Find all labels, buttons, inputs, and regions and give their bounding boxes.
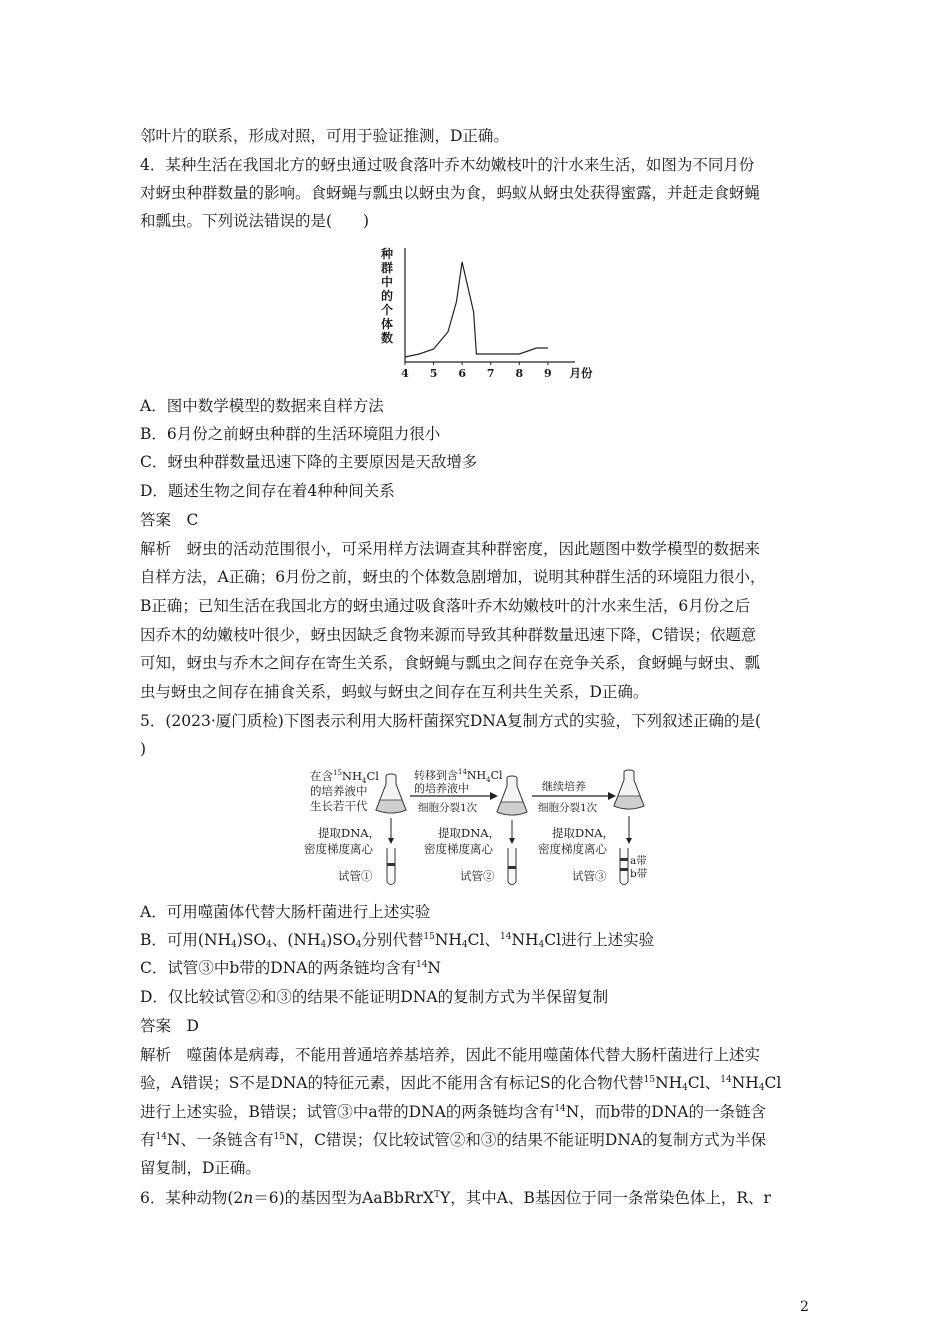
continue-label: 继续培养: [542, 780, 586, 793]
answer: 答案 C: [140, 511, 199, 529]
x-tick-label: 5: [429, 367, 438, 380]
x-tick-label: 9: [544, 367, 552, 380]
page-number: 2: [800, 1299, 809, 1315]
explanation-line: 虫与蚜虫之间存在捕食关系，蚂蚁与蚜虫之间存在互利共生关系，D正确。: [140, 683, 649, 701]
extract-label: 提取DNA，: [438, 826, 501, 840]
down-arrow-icon: [626, 838, 632, 844]
paragraph-line: 邻叶片的联系，形成对照，可用于验证推测，D正确。: [140, 127, 509, 145]
y-axis-label-char: 种: [380, 247, 394, 261]
explanation-line: 可知，蚜虫与乔木之间存在寄生关系，食蚜蝇与瓢虫之间存在竞争关系，食蚜蝇与蚜虫、瓢: [140, 654, 761, 672]
x-tick-label: 8: [515, 367, 524, 380]
tube-label: 试管①: [338, 869, 373, 883]
step1-label: 在含$^{15}NH_4Cl$: [310, 769, 379, 785]
arrow-head-icon: [490, 792, 498, 800]
option-d: D．仅比较试管②和③的结果不能证明DNA的复制方式为半保留复制: [140, 988, 609, 1006]
question-5-stem: ): [140, 740, 147, 758]
explanation-line: 解析 蚜虫的活动范围很小，可采用样方法调查其种群密度，因此题图中数学模型的数据来: [140, 540, 761, 558]
transfer-label: 的培养液中: [414, 782, 469, 795]
option-b: B．6月份之前蚜虫种群的生活环境阻力很小: [140, 425, 441, 443]
x-axis-label: 月份: [569, 366, 593, 380]
option-c: C．试管③中b带的DNA的两条链均含有$^{14}$N: [140, 959, 441, 977]
question-4-stem: 对蚜虫种群数量的影响。食蚜蝇与瓢虫以蚜虫为食，蚂蚁从蚜虫处获得蜜露，并赶走食蚜蝇: [140, 184, 761, 202]
y-axis-label-char: 中: [380, 275, 394, 289]
answer: 答案 D: [140, 1017, 199, 1035]
test-tube-icon: [387, 848, 395, 885]
explanation-line: 进行上述实验，B错误；试管③中a带的DNA的两条链均含有$^{14}$N，而b带的DNA的一条链含: [140, 1103, 766, 1121]
division-label: 细胞分裂1次: [418, 802, 478, 814]
explanation-line: 留复制，D正确。: [140, 1159, 261, 1177]
explanation-line: 验，A错误；S不是DNA的特征元素，因此不能用含有标记S的化合物代替$^{15}NH_4Cl$、$^{14}NH_4Cl$: [140, 1074, 782, 1093]
explanation-line: 自样方法，A正确；6月份之前，蚜虫的个体数急剧增加，说明其种群生活的环境阻力很小，: [140, 568, 766, 586]
option-a: A．可用噬菌体代替大肠杆菌进行上述实验: [140, 903, 431, 921]
x-tick-label: 6: [458, 367, 466, 380]
x-tick-label: 4: [401, 367, 409, 380]
y-axis-label-char: 的: [380, 289, 394, 303]
population-series-line: [405, 262, 548, 357]
explanation-line: 解析 噬菌体是病毒，不能用普通培养基培养，因此不能用噬菌体代替大肠杆菌进行上述实: [140, 1046, 761, 1064]
band-label: a带: [630, 855, 647, 867]
y-axis-label-char: 个: [380, 303, 394, 317]
extract-label: 密度梯度离心: [424, 842, 493, 856]
down-arrow-icon: [509, 838, 515, 844]
flask-icon: [614, 770, 644, 809]
question-4-stem: 和瓢虫。下列说法错误的是( ): [140, 212, 370, 230]
question-4-stem: 4．某种生活在我国北方的蚜虫通过吸食落叶乔木幼嫩枝叶的汁水来生活，如图为不同月份: [140, 156, 755, 174]
tube-label: 试管②: [460, 869, 495, 883]
y-axis-label-char: 体: [380, 317, 394, 331]
test-tube-icon: [620, 848, 628, 885]
x-tick-label: 7: [486, 367, 495, 380]
question-5-stem: 5．(2023·厦门质检)下图表示利用大肠杆菌探究DNA复制方式的实验，下列叙述正确的是(: [140, 712, 762, 730]
option-a: A．图中数学模型的数据来自样方法: [140, 397, 384, 415]
tube-label: 试管③: [572, 869, 607, 883]
test-tube-icon: [508, 848, 516, 885]
explanation-line: 有$^{14}$N、一条链含有$^{15}$N，C错误；仅比较试管②和③的结果不能证明DNA的复制方式为半保: [140, 1131, 767, 1149]
step1-label: 生长若干代: [310, 799, 368, 813]
down-arrow-icon: [388, 838, 394, 844]
option-b: B．可用$(NH_4)SO_4$、$(NH_4)SO_4$分别代替$^{15}NH_4Cl$、$^{14}NH_4Cl$进行上述实验: [140, 931, 655, 950]
flask-icon: [376, 774, 406, 813]
arrow-head-icon: [608, 792, 616, 800]
step1-label: 的培养液中: [310, 784, 368, 798]
dna-replication-diagram: [290, 766, 670, 890]
option-d: D．题述生物之间存在着4种种间关系: [140, 482, 395, 500]
band-label: b带: [630, 868, 648, 880]
option-c: C．蚜虫种群数量迅速下降的主要原因是天敌增多: [140, 453, 478, 471]
aphid-population-chart: [380, 240, 593, 382]
extract-label: 密度梯度离心: [538, 842, 607, 856]
transfer-label: 转移到含$^{14}NH_4Cl$: [414, 768, 503, 784]
extract-label: 密度梯度离心: [304, 842, 373, 856]
extract-label: 提取DNA，: [552, 826, 615, 840]
extract-label: 提取DNA，: [318, 826, 381, 840]
question-6-stem: 6．某种动物(2n＝6)的基因型为AaBbRrX$^T$Y，其中A、B基因位于同一条常染色体上，R、r: [140, 1189, 771, 1207]
explanation-line: 因乔木的幼嫩枝叶很少，蚜虫因缺乏食物来源而导致其种群数量迅速下降，C错误；依题意: [140, 626, 757, 644]
y-axis-label-char: 群: [380, 261, 394, 275]
explanation-line: B正确；已知生活在我国北方的蚜虫通过吸食落叶乔木幼嫩枝叶的汁水来生活，6月份之后: [140, 597, 751, 615]
division-label: 细胞分裂1次: [538, 802, 598, 814]
y-axis-label-char: 数: [380, 331, 394, 345]
